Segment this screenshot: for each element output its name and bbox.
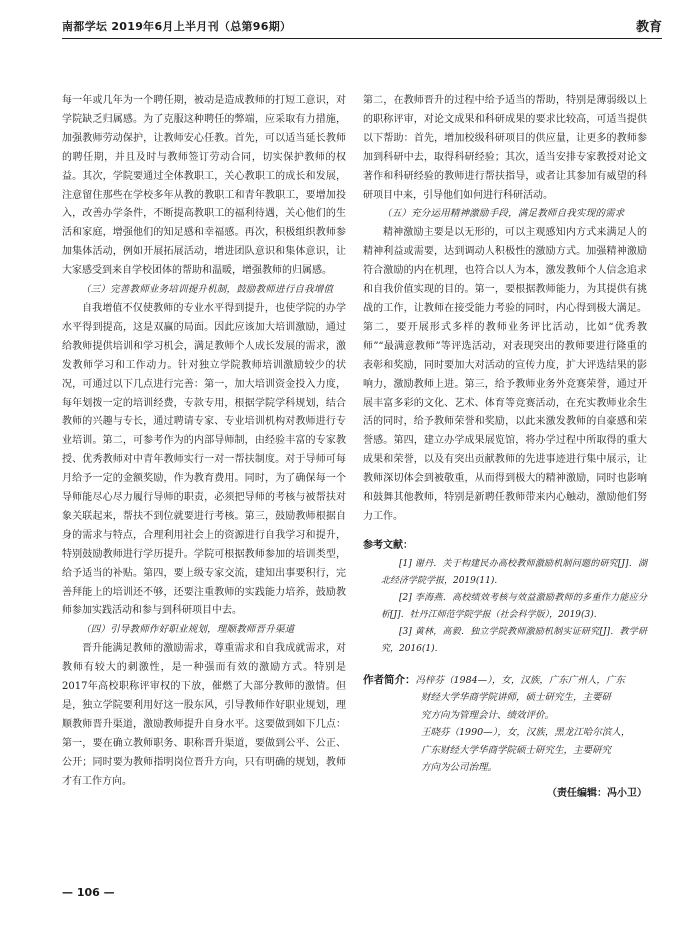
references-title: 参考文献： xyxy=(363,539,413,551)
author-label: 作者简介： xyxy=(363,673,416,686)
body-paragraph: 第二，在教师晋升的过程中给予适当的帮助，特别是薄弱级以上的职称评审，对论文成果和科研成果的要求比较高，可适当提供以下帮助：首先，增加校级科研项目的供应量，让更多的教师参加到科研中去，取得科研经验；其次，适当安排专家教授对论文著作和科研经验的教师进行帮扶指导，或者让其参加有威望的科研项目中来，引导他们如何进行科研活动。 xyxy=(363,95,647,201)
references-list xyxy=(363,556,647,658)
section-subheading: （三）完善教师业务培训提升机制，鼓励教师进行自我增值 xyxy=(81,284,334,296)
author-info xyxy=(363,672,647,777)
author-line: 财经大学华商学院讲师，硕士研究生，主要研 xyxy=(421,692,612,704)
page-header xyxy=(62,16,662,39)
section-subheading: （四）引导教师作好职业规划，理顺教师晋升渠道 xyxy=(81,624,295,636)
body-paragraph: 每一年或几年为一个聘任期，被动是造成教师的打短工意识，对学院缺乏归属感。为了克服这种聘任的弊端，应采取有力措施，加强教师劳动保护，让教师安心任教。首先，可以适当延长教师的聘任期，并且及时与教师签订劳动合同，切实保护教师的权益。其次，学院要通过全体教职工，关心教职工的成长和发展，注意留住那些在学校多年从教的教职工和青年教职工，要增加投入，改善办学条件，不断提高教职工的福利待遇，关心他们的生活和家庭，增强他们的知足感和幸福感。再次，积极组织教师参加集体活动，例如开展拓展活动，增进团队意识和集体意识，让大家感受到来自学校团体的帮助和温暖，增强教师的归属感。 xyxy=(62,95,346,277)
section-label: 教育 xyxy=(635,20,662,35)
reference-item: [2] 李海燕．高校绩效考核与效益激励教师的多重作力能应分析[J]．牡丹江师范学院学报（社会科学版），2019(3). xyxy=(381,592,647,620)
right-column xyxy=(363,92,647,804)
section-subheading: （五）充分运用精神激励手段，满足教师自我实现的需求 xyxy=(382,208,625,220)
author-line: 广东财经大学华商学院硕士研究生，主要研究 xyxy=(421,744,612,756)
responsible-editor: （责任编辑：冯小卫） xyxy=(547,787,647,799)
reference-item: [1] 谢丹．关于构建民办高校教师激励机制问题的研究[J]．湖北经济学院学报，2019(11). xyxy=(381,558,647,586)
body-paragraph: 晋升能满足教师的激励需求，尊重需求和自我成就需求，对教师有较大的刺激性，是一种强而有效的激励方式。特别是2017年高校职称评审权的下放，催燃了大部分教师的激情。但是，独立学院要利用好这一股东风，引导教师作好职业规划，理顺教师晋升渠道，激励教师提升自身水平。这要做到如下几点：第一，要在确立教师职务、职称晋升渠道，要做到公平、公正、公开；同时要为教师指明岗位晋升方向，只有明确的规划，教师才有工作方向。 xyxy=(62,643,346,787)
body-paragraph: 精神激励主要是以无形的，可以主观感知内方式来满足人的精神利益或需要，达到调动人积极性的激励方式。加强精神激励符合激励的内在机理，也符合以人为本，激发教师个人信念追求和自我价值实现的目的。第一，要根据教师能力，为其提供有挑战的工作，让教师在接受能力考验的同时，内心得到极大满足。第二，要开展形式多样的教师业务评比活动，比如“优秀教师”“最满意教师”等评选活动，对表现突出的教师要进行隆重的表彰和奖励，同时要加大对活动的宣传力度，扩大评选结果的影响力，激励教师上进。第三，给予教师业务外竞赛荣誉，通过开展丰富多彩的文化、艺术、体育等竞赛活动，在充实教师业余生活的同时，给予教师荣誉和奖励，以此来激发教师的自豪感和荣誉感。第四，建立办学成果展览馆，将办学过程中所取得的重大成果和荣誉，以及有突出贡献教师的先进事迹进行集中展示，让教师深切体会到被敬重，从而得到极大的精神激励，同时也影响和鼓舞其他教师，特别是新聘任教师带来内心触动，激励他们努力工作。 xyxy=(363,227,647,522)
left-column xyxy=(62,92,346,792)
journal-title: 南都学坛 2019年6月上半月刊（总第96期） xyxy=(62,20,292,33)
body-paragraph: 自我增值不仅使教师的专业水平得到提升，也使学院的办学水平得到提高，这是双赢的局面。因此应该加大培训激励，通过给教师提供培训和学习机会，满足教师个人成长发展的需求，激发教师学习和工作动力。针对独立学院教师培训激励较少的状况，可通过以下几点进行完善：第一，加大培训资金投入力度，每年划拨一定的培训经费，专款专用，根据学院学科规划，结合教师的兴趣与专长，通过聘请专家、专业培训机构对教师进行专业培训。第二，可参考作为的内部导师制，由经验丰富的专家教授、优秀教师对中青年教师实行一对一帮扶制度。对于导师可每月给予一定的金额奖励，作为教育费用。同时，为了确保每一个导师能尽心尽力履行导师的职责，必须把导师的考核与被帮扶对象关联起来，帮扶不到位就要进行考核。第三，鼓励教师根据自身的需求与特点，合理利用社会上的资源进行自我学习和提升，特别鼓励教师进行学历提升。学院可根据教师参加的培训类型，给予适当的补贴。第四，要上级专家交流，建知出事要积行，完善拜能上的培训还不够，还要注重教师的实践能力培养，鼓励教师参加实践活动和参与到科研项目中去。 xyxy=(62,302,346,617)
author-line: 冯梓芬（1984—），女，汉族，广东广州人，广东 xyxy=(415,674,625,686)
right-body xyxy=(363,92,647,527)
author-line: 究方向为管理会计、绩效评价。 xyxy=(421,709,555,721)
author-line: 王晓芬（1990—），女，汉族，黑龙江哈尔滨人， xyxy=(421,727,631,739)
author-line: 方向为公司治理。 xyxy=(421,762,498,774)
page-number: — 106 — xyxy=(62,886,115,899)
reference-item: [3] 黄林，高毅．独立学院教师激励机制实证研究[J]．教学研究，2016(1). xyxy=(381,626,647,654)
